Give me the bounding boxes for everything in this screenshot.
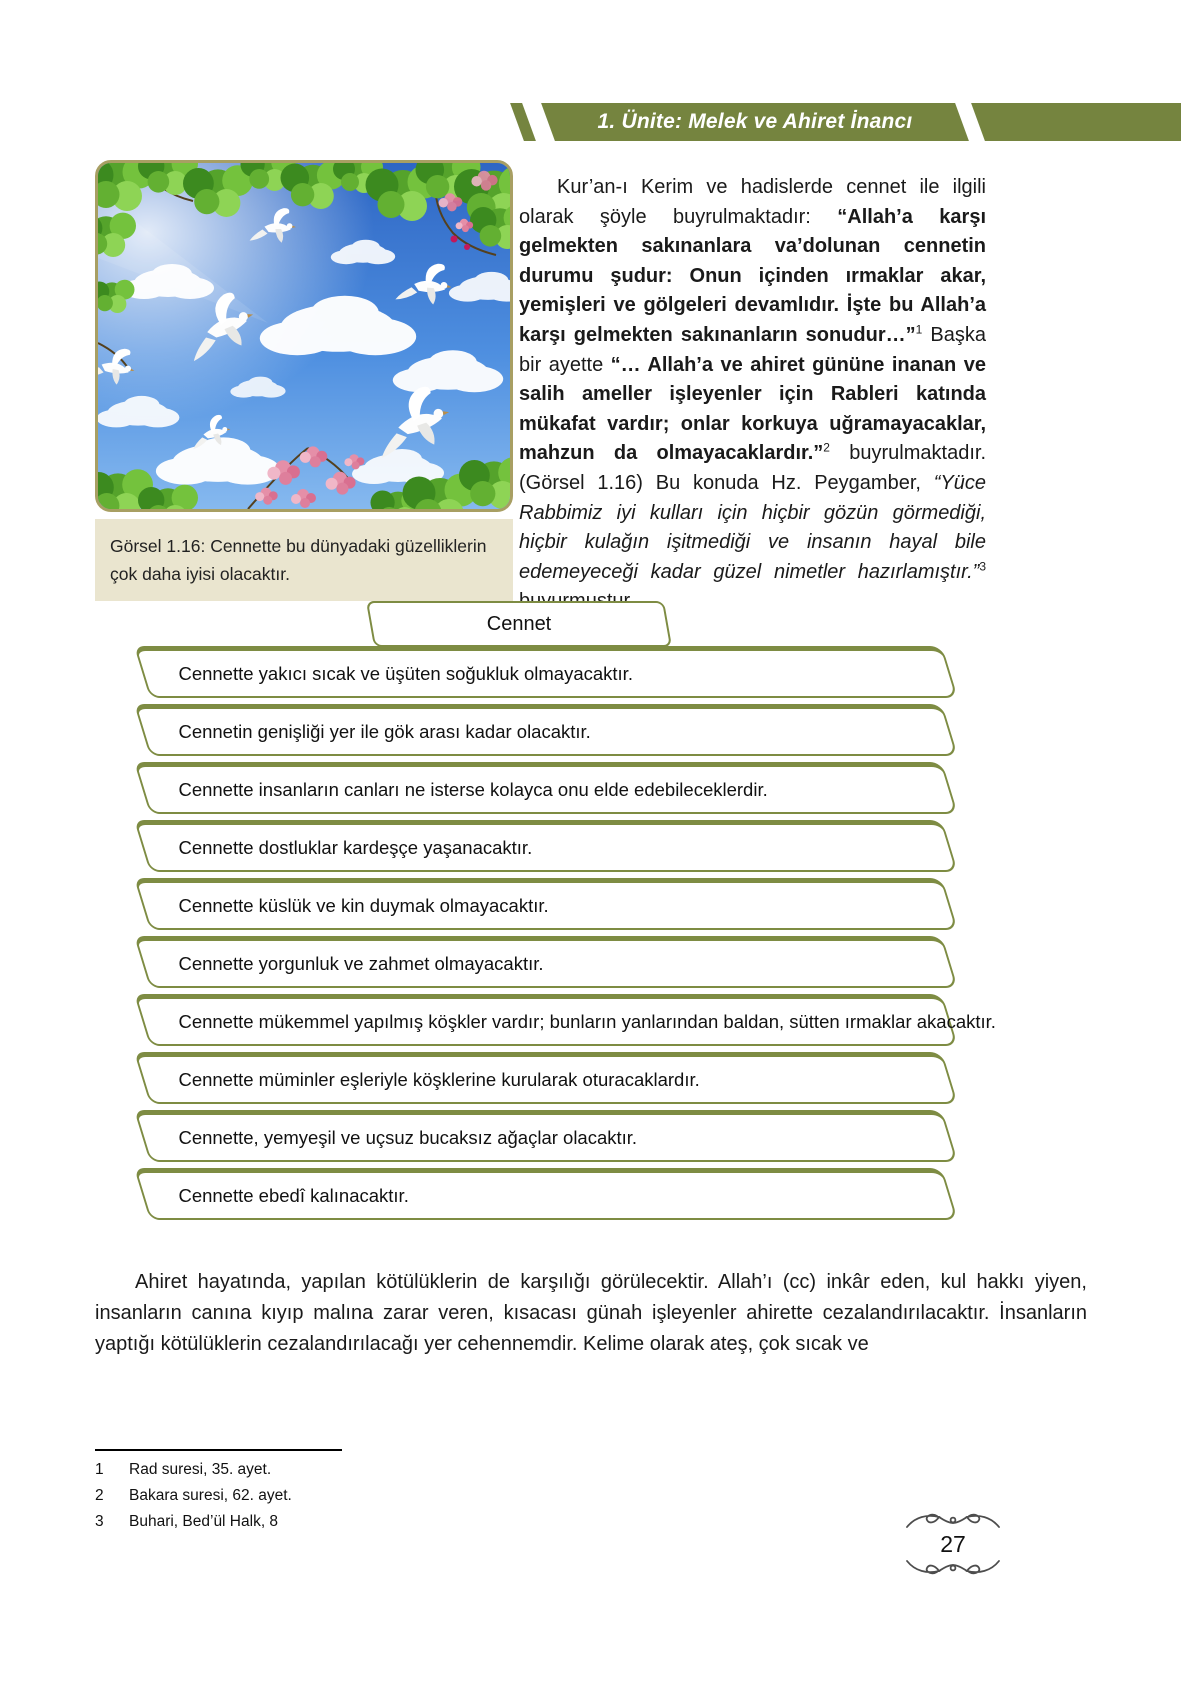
diagram-item-text: Cennette ebedî kalınacaktır. [178, 1184, 409, 1206]
page-number-ornament [903, 1511, 1003, 1577]
flourish-top-icon [905, 1511, 1001, 1531]
diagram-item-3 [134, 762, 958, 814]
page-number: 27 [940, 1531, 966, 1557]
footnote-ref-1: 1 [915, 322, 923, 337]
diagram-item-text: Cennette dostluklar kardeşçe yaşanacaktır. [178, 836, 533, 858]
diagram-item-9 [134, 1110, 958, 1162]
diagram-item-text: Cennette mükemmel yapılmış köşkler vardır; bunların yanlarından baldan, sütten ırmaklar akacaktır. [178, 1010, 996, 1032]
footnote [95, 1509, 292, 1535]
diagram-title: Cennet [486, 612, 552, 635]
hadis-quote: “Yüce Rabbimiz iyi kulları için hiçbir gözün görmediği, hiçbir kulağın işitmediği ve insanın hayal bile edemeyeceği kadar güzel nimetler hazırlamıştır.” [519, 471, 986, 583]
intro-text-2: Başka bir ayette [519, 323, 986, 376]
diagram-title-box [366, 601, 672, 647]
diagram-item-5 [134, 878, 958, 930]
diagram-item-text: Cennette küslük ve kin duymak olmayacaktır. [178, 894, 549, 916]
diagram-item-text: Cennetin genişliği yer ile gök arası kadar olacaktır. [178, 720, 591, 742]
closing-paragraph: Ahiret hayatında, yapılan kötülüklerin de karşılığı görülecektir. Allah’ı (cc) inkâr eden, kul hakkı yiyen, insanların canına kıyıp malına zarar veren, kısacası günah işleyenler ahirette cezalandırılacaktır. İnsanların yaptığı kötülüklerin cezalandırılacağı yer cehennemdir. Kelime olarak ateş, çok sıcak ve [95, 1271, 1087, 1355]
footnote-number: 2 [95, 1487, 104, 1504]
diagram-item-text: Cennette müminler eşleriyle köşklerine kurularak oturacaklardır. [178, 1068, 700, 1090]
diagram-item-text: Cennette, yemyeşil ve uçsuz bucaksız ağaçlar olacaktır. [178, 1126, 638, 1148]
footnote-text: Buhari, Bed’ül Halk, 8 [129, 1513, 279, 1530]
diagram-item-8 [134, 1052, 958, 1104]
diagram-item-6 [134, 936, 958, 988]
diagram-item-1 [134, 646, 958, 698]
footnote [95, 1457, 292, 1483]
flourish-bottom-icon [905, 1557, 1001, 1577]
diagram-item-text: Cennette yorgunluk ve zahmet olmayacaktır. [178, 952, 544, 974]
unit-title: 1. Ünite: Melek ve Ahiret İnancı [597, 110, 913, 133]
ayet-quote-1: “Allah’a karşı gelmekten sakınanlara va’dolunan cennetin durumu şudur: Onun içinden ırmaklar akar, yemişleri ve gölgeleri devamlıdır. İşte bu Allah’a karşı gelmekten sakınanların sonudur…” [519, 205, 986, 346]
diagram-item-text: Cennette yakıcı sıcak ve üşüten soğukluk olmayacaktır. [178, 662, 633, 684]
footnote-divider [95, 1449, 342, 1451]
header-banner-tail [971, 103, 1181, 141]
intro-text-1: Kur’an-ı Kerim ve hadislerde cennet ile ilgili olarak şöyle buyrulmaktadır: [519, 176, 986, 228]
diagram-item-10 [134, 1168, 958, 1220]
diagram-item-2 [134, 704, 958, 756]
diagram-item-4 [134, 820, 958, 872]
footnotes [95, 1457, 292, 1535]
footnote-text: Rad suresi, 35. ayet. [129, 1461, 272, 1478]
footnote-text: Bakara suresi, 62. ayet. [129, 1487, 292, 1504]
ayet-quote-2: “… Allah’a ve ahiret gününe inanan ve salih ameller işleyenler için Rableri katında mükafat vardır; onlar korkuya uğramayacaklar, mahzun da olmayacaklardır.” [519, 353, 986, 465]
unit-header-banner [541, 103, 969, 141]
footnote-ref-3: 3 [979, 559, 986, 574]
paradise-sky-illustration [98, 163, 510, 509]
diagram-item-text: Cennette insanların canları ne isterse kolayca onu elde edebileceklerdir. [178, 778, 768, 800]
intro-paragraph [519, 173, 986, 617]
footnote-number: 1 [95, 1461, 104, 1478]
diagram-item-7 [134, 994, 996, 1046]
footnote-number: 3 [95, 1513, 104, 1530]
intro-text-3: buyrulmaktadır. (Görsel 1.16) Bu konuda Hz. Peygamber, [519, 442, 986, 494]
figure-caption: Görsel 1.16: Cennette bu dünyadaki güzelliklerin çok daha iyisi olacaktır. [95, 519, 513, 601]
footnote-ref-2: 2 [823, 440, 830, 455]
header-banner-stripe [510, 103, 536, 141]
figure-image [95, 160, 513, 512]
footnote [95, 1483, 292, 1509]
